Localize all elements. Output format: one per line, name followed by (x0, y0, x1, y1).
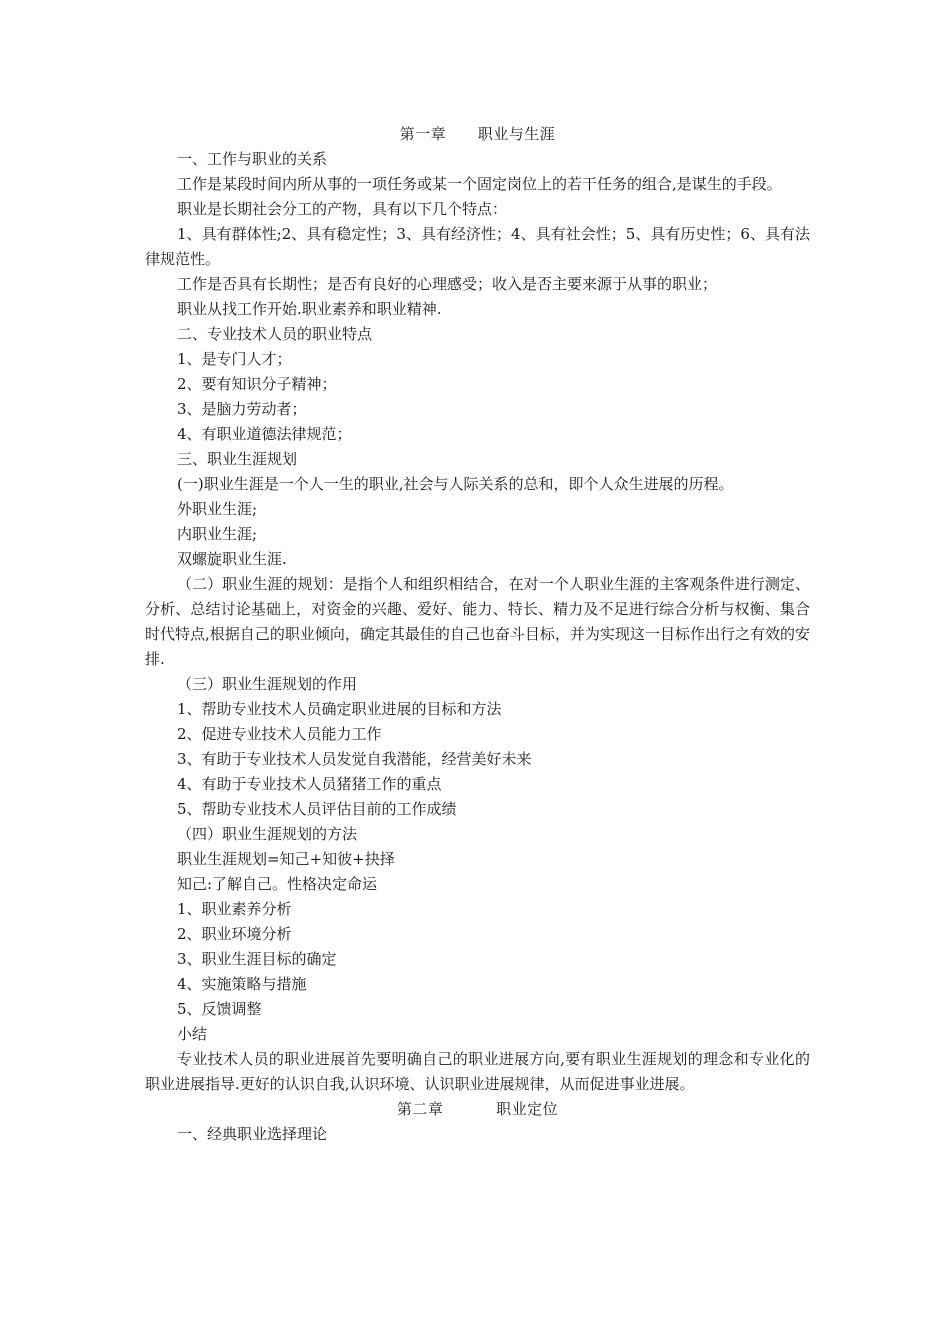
paragraph: （二）职业生涯的规划：是指个人和组织相结合，在对一个人职业生涯的主客观条件进行测定、分析、总结讨论基础上，对资金的兴趣、爱好、能力、特长、精力及不足进行综合分析与权衡、集合时代特点,根据自己的职业倾向，确定其最佳的自己也奋斗目标，并为实现这一目标作出行之有效的安排. (145, 575, 810, 668)
paragraph: 内职业生涯; (177, 525, 258, 543)
paragraph: 知己:了解自己。性格决定命运 (177, 875, 378, 893)
paragraph: 职业生涯规划=知己+知彼+抉择 (177, 850, 395, 868)
paragraph: 一、工作与职业的关系 (177, 150, 328, 168)
paragraph: 4、有助于专业技术人员猪猪工作的重点 (177, 775, 442, 793)
paragraph: 工作是某段时间内所从事的一项任务或某一个固定岗位上的若干任务的组合,是谋生的手段。 (177, 175, 782, 193)
paragraph: 1、职业素养分析 (177, 900, 292, 918)
chapter-1-title: 职业与生涯 (477, 125, 556, 143)
paragraph: 1、是专门人才； (177, 350, 292, 368)
paragraph: 1、帮助专业技术人员确定职业进展的目标和方法 (177, 700, 502, 718)
paragraph: 二、专业技术人员的职业特点 (177, 325, 373, 343)
paragraph: （四）职业生涯规划的方法 (177, 825, 358, 843)
paragraph: 2、职业环境分析 (177, 925, 292, 943)
paragraph: 3、有助于专业技术人员发觉自我潜能，经营美好未来 (177, 750, 532, 768)
paragraph: 职业是长期社会分工的产物，具有以下几个特点： (177, 200, 508, 218)
paragraph: 5、反馈调整 (177, 1000, 262, 1018)
paragraph: 1、具有群体性;2、具有稳定性；3、具有经济性；4、具有社会性；5、具有历史性；6、具有法律规范性。 (145, 225, 810, 268)
paragraph: 2、促进专业技术人员能力工作 (177, 725, 382, 743)
paragraph: 2、要有知识分子精神； (177, 375, 337, 393)
paragraph: 小结 (177, 1025, 208, 1043)
paragraph: 双螺旋职业生涯. (177, 550, 287, 568)
paragraph: 5、帮助专业技术人员评估目前的工作成绩 (177, 800, 457, 818)
section-heading: 一、经典职业选择理论 (177, 1125, 328, 1143)
paragraph: （三）职业生涯规划的作用 (177, 675, 358, 693)
paragraph: 专业技术人员的职业进展首先要明确自己的职业进展方向,要有职业生涯规划的理念和专业化的职业进展指导.更好的认识自我,认识环境、认识职业进展规律，从而促进事业进展。 (145, 1050, 810, 1093)
paragraph: 4、实施策略与措施 (177, 975, 307, 993)
paragraph: 4、有职业道德法律规范； (177, 425, 352, 443)
paragraph: 职业从找工作开始.职业素养和职业精神. (177, 300, 442, 318)
chapter-1-number: 第一章 (399, 125, 447, 143)
paragraph: 工作是否具有长期性；是否有良好的心理感受；收入是否主要来源于从事的职业； (177, 275, 718, 293)
chapter-2-number: 第二章 (396, 1100, 444, 1118)
paragraph: 外职业生涯; (177, 500, 258, 518)
chapter-2-heading (145, 1097, 810, 1122)
paragraph: 3、是脑力劳动者； (177, 400, 307, 418)
paragraph: (一)职业生涯是一个人一生的职业,社会与人际关系的总和，即个人众生进展的历程。 (177, 475, 734, 493)
document-body (145, 122, 810, 1147)
paragraph: 3、职业生涯目标的确定 (177, 950, 337, 968)
paragraph: 三、职业生涯规划 (177, 450, 298, 468)
chapter-1-heading (145, 122, 810, 147)
chapter-2-title: 职业定位 (496, 1100, 559, 1118)
